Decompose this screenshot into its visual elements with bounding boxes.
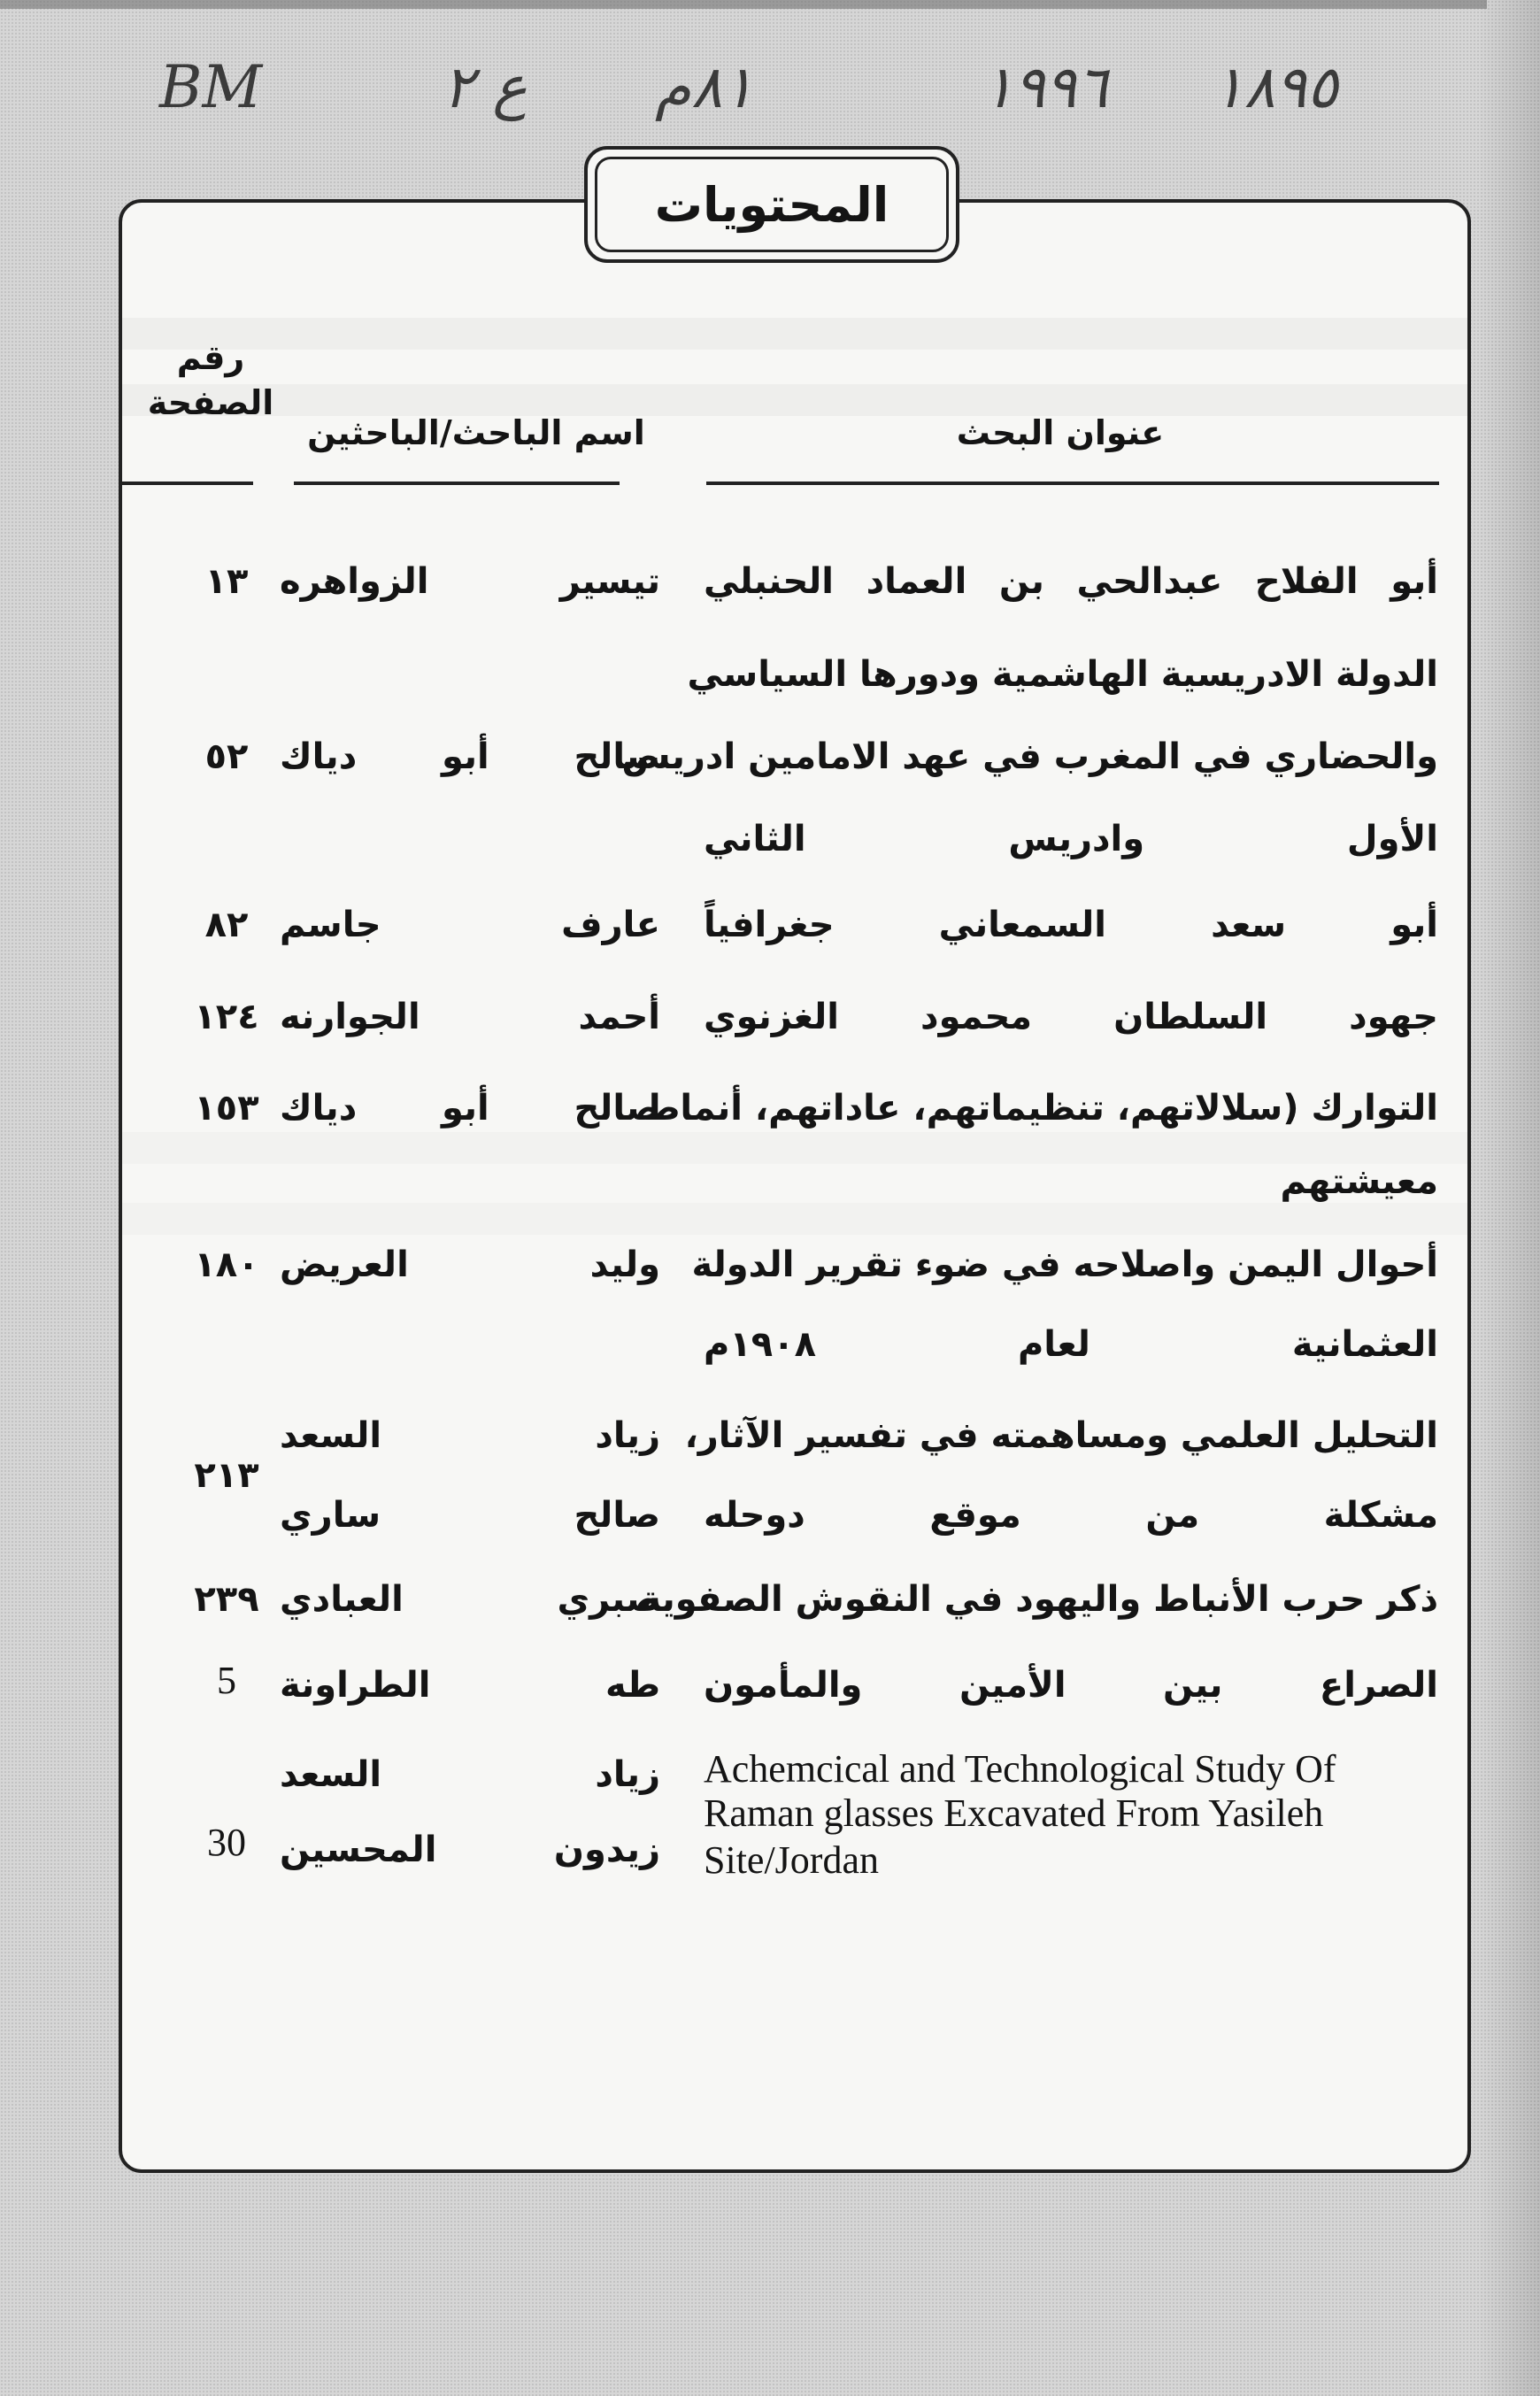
entry-title: التوارك (سلالاتهم، تنظيماتهم، عاداتهم، أنماط bbox=[643, 1088, 1438, 1129]
entry-title: معيشتهم bbox=[1280, 1161, 1438, 1202]
entry-author: صالح أبو دياك bbox=[280, 736, 660, 777]
entry-page: ٨٢ bbox=[204, 905, 249, 945]
header-page: رقم الصفحة bbox=[147, 338, 274, 423]
header-rule-page bbox=[122, 482, 253, 485]
entry-title-english: Raman glasses Excavated From Yasileh bbox=[704, 1791, 1324, 1835]
entry-author: طه الطراونة bbox=[280, 1665, 660, 1706]
scan-top-edge bbox=[0, 0, 1487, 9]
entry-page: ١٥٣ bbox=[194, 1088, 259, 1129]
entry-title: العثمانية لعام ١٩٠٨م bbox=[704, 1324, 1438, 1365]
entry-title: التحليل العلمي ومساهمته في تفسير الآثار، bbox=[684, 1415, 1438, 1456]
entry-page: 5 bbox=[217, 1659, 236, 1702]
entry-page: ٥٢ bbox=[204, 736, 249, 777]
contents-card bbox=[119, 199, 1471, 2173]
entry-title: أبو الفلاح عبدالحي بن العماد الحنبلي bbox=[704, 561, 1438, 602]
entry-author: عارف جاسم bbox=[280, 905, 660, 945]
entry-author: أحمد الجوارنه bbox=[280, 997, 660, 1037]
handwritten-notes bbox=[159, 53, 1381, 150]
entry-page: ٢٣٩ bbox=[194, 1579, 259, 1620]
entry-title: أبو سعد السمعاني جغرافياً bbox=[704, 905, 1438, 945]
header-rule-author bbox=[294, 482, 620, 485]
entry-page: ١٢٤ bbox=[194, 997, 259, 1037]
entry-author: وليد العريض bbox=[280, 1244, 660, 1285]
entry-title-english: Achemcical and Technological Study Of bbox=[704, 1747, 1336, 1791]
handwritten-note: BM bbox=[159, 53, 263, 121]
entry-page: ١٨٠ bbox=[194, 1244, 259, 1285]
handwritten-note: ١٨٩٥ bbox=[1213, 53, 1338, 121]
bleed-through bbox=[122, 318, 1467, 350]
entry-title: الدولة الادريسية الهاشمية ودورها السياسي bbox=[687, 654, 1438, 695]
entry-title: أحوال اليمن واصلاحه في ضوء تقرير الدولة bbox=[691, 1244, 1438, 1285]
entry-title: جهود السلطان محمود الغزنوي bbox=[704, 997, 1438, 1037]
header-title: عنوان البحث bbox=[956, 413, 1165, 452]
entry-title: مشكلة من موقع دوحله bbox=[704, 1495, 1438, 1536]
entry-title: ذكر حرب الأنباط واليهود في النقوش الصفوية bbox=[640, 1579, 1438, 1620]
entry-author: زيدون المحسين bbox=[280, 1830, 660, 1870]
handwritten-note: ٨١م bbox=[655, 53, 754, 121]
scan-gutter-shadow bbox=[1478, 0, 1540, 2396]
entry-page: ١٣ bbox=[204, 561, 249, 602]
entry-title: والحضاري في المغرب في عهد الامامين ادريس bbox=[621, 736, 1438, 777]
header-rule-title bbox=[706, 482, 1439, 485]
contents-title-box bbox=[584, 146, 959, 263]
entry-page: ٢١٣ bbox=[194, 1455, 259, 1496]
entry-author: صالح أبو دياك bbox=[280, 1088, 660, 1129]
entry-author: تيسير الزواهره bbox=[280, 561, 660, 602]
entry-page: 30 bbox=[207, 1821, 246, 1864]
bleed-through bbox=[122, 1203, 1467, 1235]
entry-author: زياد السعد bbox=[280, 1754, 660, 1795]
handwritten-note: ع ٢ bbox=[443, 53, 527, 121]
entry-title: الصراع بين الأمين والمأمون bbox=[704, 1665, 1438, 1706]
handwritten-note: ١٩٩٦ bbox=[982, 53, 1108, 121]
entry-title: الأول وادريس الثاني bbox=[704, 819, 1438, 859]
entry-author: صالح ساري bbox=[280, 1495, 660, 1536]
entry-author: صبري العبادي bbox=[280, 1579, 660, 1620]
page-title: المحتويات bbox=[595, 157, 949, 252]
entry-author: زياد السعد bbox=[280, 1415, 660, 1456]
bleed-through bbox=[122, 1132, 1467, 1164]
header-author: اسم الباحث/الباحثين bbox=[307, 413, 645, 452]
entry-title-english: Site/Jordan bbox=[704, 1838, 879, 1882]
